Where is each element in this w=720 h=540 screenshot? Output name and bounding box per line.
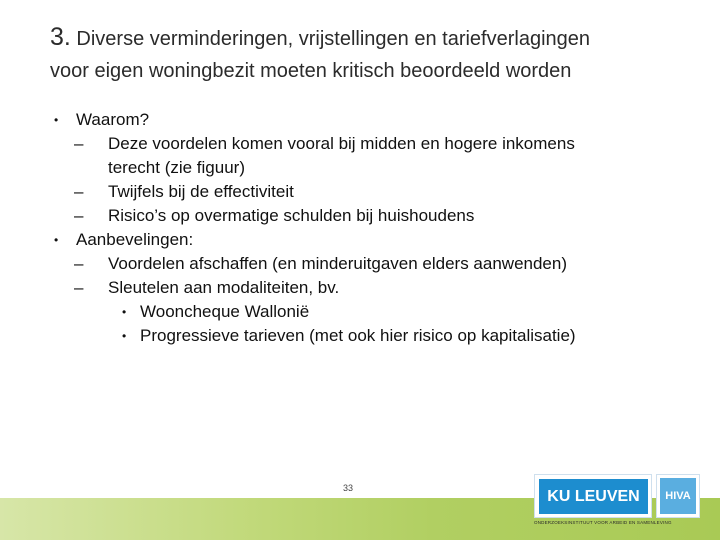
- sub-bullet-item: [52, 132, 692, 156]
- dash-icon: –: [74, 134, 84, 153]
- dash-icon: –: [74, 182, 84, 201]
- sub-bullet-text: Risico’s op overmatige schulden bij huishoudens: [108, 206, 475, 225]
- dash-icon: –: [74, 278, 84, 297]
- slide-title: [50, 20, 710, 86]
- page-number: 33: [343, 483, 354, 493]
- sub-sub-bullet-item: [52, 300, 692, 324]
- bullet-icon: •: [122, 305, 127, 319]
- sub-bullet-item: [52, 180, 692, 204]
- bullet-icon: •: [122, 329, 127, 343]
- sub-bullet-item: [52, 204, 692, 228]
- dash-icon: –: [74, 206, 84, 225]
- title-line-2: voor eigen woningbezit moeten kritisch beoordeeld worden: [50, 60, 572, 82]
- bullet-text: Aanbevelingen:: [76, 230, 194, 249]
- sub-sub-bullet-item: [52, 324, 692, 348]
- title-number: 3.: [50, 23, 71, 51]
- bullet-item: [52, 228, 692, 252]
- sub-bullet-text: Twijfels bij de effectiviteit: [108, 182, 294, 201]
- logo-area: [534, 474, 704, 526]
- title-line-1: [50, 20, 710, 56]
- bullet-icon: •: [54, 113, 59, 127]
- hiva-logo-text: HIVA: [665, 490, 691, 502]
- sub-bullet-continuation: [52, 156, 692, 180]
- sub-sub-bullet-text: Progressieve tarieven (met ook hier risico op kapitalisatie): [140, 326, 576, 345]
- bullet-text: Waarom?: [76, 110, 150, 129]
- hiva-logo: [656, 474, 700, 518]
- sub-bullet-text: terecht (zie figuur): [108, 158, 245, 177]
- logo-caption: ONDERZOEKSINSTITUUT VOOR ARBEID EN SAMENLEVING: [534, 520, 672, 525]
- sub-bullet-text: Sleutelen aan modaliteiten, bv.: [108, 278, 340, 297]
- bullet-item: [52, 108, 692, 132]
- sub-sub-bullet-text: Wooncheque Wallonië: [140, 302, 310, 321]
- sub-bullet-text: Deze voordelen komen vooral bij midden en hogere inkomens: [108, 134, 575, 153]
- sub-bullet-text: Voordelen afschaffen (en minderuitgaven elders aanwenden): [108, 254, 567, 273]
- ku-leuven-logo: [534, 474, 652, 518]
- title-text-1: Diverse verminderingen, vrijstellingen en tariefverlagingen: [76, 28, 591, 50]
- dash-icon: –: [74, 254, 84, 273]
- bullet-icon: •: [54, 233, 59, 247]
- sub-bullet-item: [52, 252, 692, 276]
- sub-bullet-item: [52, 276, 692, 300]
- ku-logo-text: KU LEUVEN: [547, 488, 640, 505]
- slide-content: [52, 108, 692, 348]
